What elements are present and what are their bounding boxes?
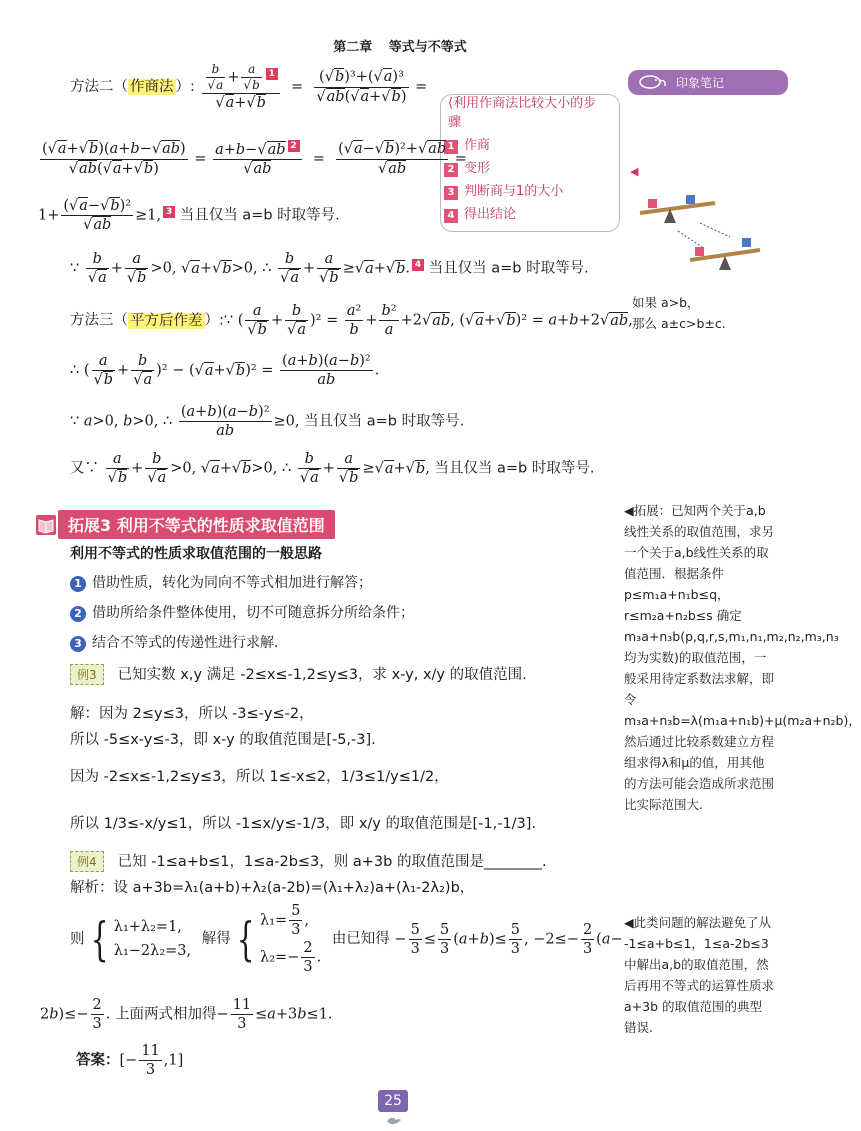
method2-line1: 方法二（ 作商法 ）: $\frac{b}{√a}$ + $\frac{a}{√b}$ 1 √a+√b = $\frac{\text{(√b)³+(√a)³}}{√ab(√a+√b)}$ =	[70, 62, 428, 111]
method2-line2: $\frac{(√a+√b)(a+b-√ab)}{√ab(√a+√b)}$ = $\frac{a+b-√ab 2}{√ab}$ = $\frac{\text{(√a−√b)²+√ab}}{√ab}$ =	[42, 141, 467, 177]
example3-sol2: 所以 -5≤x-y≤-3，即 x-y 的取值范围是[-5,-3].	[70, 732, 376, 748]
arrow-left-icon: ◀	[630, 165, 639, 178]
example3-question	[70, 663, 527, 685]
then-label: 则	[70, 931, 85, 948]
chapter-label: 第二章	[333, 40, 373, 55]
method3-line3: ∵ a>0, b>0, ∴ $\frac{\text{(a+b)(a−b)²}}{ab}$ ≥0, 当且仅当 a=b 时取等号.	[70, 404, 465, 440]
point-1-text: 借助性质，转化为同向不等式相加进行解答；	[92, 575, 372, 591]
example3-tag: 例3	[70, 664, 104, 685]
answer-label: 答案：	[76, 1052, 120, 1069]
step-title	[448, 92, 598, 130]
example4-sol1: 解析：设 a+3b=λ₁(a+b)+λ₂(a-2b)=(λ₁+λ₂)a+(λ₁-2λ₂)b，	[70, 880, 475, 896]
page-number: 25	[378, 1090, 408, 1112]
caption-line-1: 如果 a>b，	[632, 295, 700, 310]
step-2-label: 变形	[464, 161, 491, 176]
method3-name: 平方后作差	[130, 312, 203, 329]
step-3: 3 判断商与1的大小	[444, 180, 563, 200]
section-title: 利用不等式的性质求取值范围	[116, 516, 325, 535]
page-header	[0, 36, 800, 55]
method2-name: 作商法	[130, 79, 174, 96]
step-4-label: 得出结论	[464, 207, 517, 222]
section-heading	[36, 510, 335, 539]
step-3-label: 判断商与1的大小	[464, 184, 564, 199]
method2-prefix: 方法二（	[70, 79, 128, 96]
example4-system: 则 { λ₁+λ₂=1, λ₁−2λ₂=3, 解得 { λ₁= $\frac{5}{3}$ , λ₂=− $\frac{2}{3}$ . 由已知得 − $\frac{5}{3}$ ≤ $\frac{5}{3}$ (a+b)≤ $\frac{5}{3}$ , −2≤− $\frac{2}{3}$ (a−	[70, 903, 623, 976]
step-1-label: 作商	[464, 138, 491, 153]
example4-question	[70, 850, 547, 872]
example3-sol3: 因为 -2≤x≤-1,2≤y≤3，所以 1≤-x≤2，1/3≤1/y≤1/2，	[70, 769, 449, 785]
method2-suffix: ）:	[175, 79, 195, 96]
point-2-text: 借助所给条件整体使用，切不可随意拆分所给条件；	[92, 605, 414, 621]
example3-sol4: 所以 1/3≤-x/y≤1，所以 -1≤x/y≤-1/3，即 x/y 的取值范围是[-1,-1/3].	[70, 816, 537, 832]
step-title-text: 利用作商法比较大小的步骤	[448, 96, 597, 130]
chapter-title: 等式与不等式	[388, 40, 467, 55]
method2-line4: ∵ $\frac{b}{√a}$ + $\frac{a}{√b}$ >0, √a+√b>0, ∴ $\frac{b}{√a}$ + $\frac{a}{√b}$ ≥√a+√b. 4 当且仅当 a=b 时取等号.	[70, 251, 589, 287]
method2-line4-tail: 当且仅当 a=b 时取等号.	[428, 260, 589, 277]
point-2: 2 借助所给条件整体使用，切不可随意拆分所给条件；	[70, 602, 414, 622]
solve-label: 解得	[201, 931, 231, 948]
method3-suffix: ）:	[204, 312, 224, 329]
method3-line2: ∴ ( $\frac{a}{√b}$ + $\frac{b}{√a}$ )² − (√a+√b)² = $\frac{\text{(a+b)(a−b)²}}{ab}$ .	[70, 353, 380, 389]
point-3: 3 结合不等式的传递性进行求解.	[70, 632, 278, 652]
method2-line3-tail: 当且仅当 a=b 时取等号.	[179, 207, 340, 224]
caption-line-2: 那么 a±c>b±c.	[632, 316, 726, 331]
example4-answer: 答案：[− $\frac{11}{3}$ ,1]	[76, 1043, 184, 1079]
warning-note: ◀此类问题的解法避免了从 -1≤a+b≤1，1≤a-2b≤3 中解出a,b的取值范围，然后再用不等式的运算性质求 a+3b 的取值范围的典型错误.	[624, 915, 775, 1035]
balance-illustration	[630, 165, 780, 285]
section-tag: 拓展3	[68, 516, 112, 535]
example3-question-text: 已知实数 x,y 满足 -2≤x≤-1,2≤y≤3，求 x-y, x/y 的取值范围.	[117, 667, 527, 683]
method3-line4: 又∵ $\frac{a}{√b}$ + $\frac{b}{√a}$ >0, √a+√b>0, ∴ $\frac{b}{√a}$ + $\frac{a}{√b}$ ≥√a+√b, 当且仅当 a=b 时取等号.	[70, 451, 595, 487]
method3-line3-tail: 当且仅当 a=b 时取等号.	[304, 413, 465, 430]
method3-prefix: 方法三（	[70, 312, 128, 329]
bird-icon	[386, 1112, 402, 1131]
step-2: 2 变形	[444, 157, 490, 177]
notes-tag	[628, 70, 788, 92]
step-1: 1 作商	[444, 134, 490, 154]
expansion-note: ◀拓展：已知两个关于a,b线性关系的取值范围，求另一个关于a,b线性关系的取值范围．根据条件 p≤m₁a+n₁b≤q，r≤m₂a+n₂b≤s 确定m₃a+n₃b(p,q,r,s,m₁,n₁,m₂,n₂,m₃,n₃均为实数)的取值范围，一般采用待定系数法求解，即令 m₃a+n₃b=λ(m₁a+n₁b)+μ(m₂a+n₂b)，然后通过比较系数建立方程组求得λ和μ的值，用其他的方法可能会造成所求范围比实际范围大.	[624, 503, 861, 812]
example4-tag: 例4	[70, 851, 104, 872]
point-1: 1 借助性质，转化为同向不等式相加进行解答；	[70, 572, 372, 592]
method2-line3: 1+ $\frac{\text{(√a−√b)²}}{√ab}$ ≥1, 3 当且仅当 a=b 时取等号.	[38, 198, 340, 234]
balance-icon	[630, 165, 780, 285]
method3-line4-tail: 当且仅当 a=b 时取等号.	[434, 460, 595, 477]
bookmark-icon: ⟨	[448, 96, 454, 111]
elephant-icon	[638, 73, 668, 92]
from-label: 由已知得	[331, 931, 390, 948]
book-icon	[36, 515, 56, 535]
notes-label: 印象笔记	[676, 76, 725, 90]
balance-caption	[632, 292, 782, 334]
point-3-text: 结合不等式的传递性进行求解.	[92, 635, 279, 651]
step-4: 4 得出结论	[444, 203, 516, 223]
section-subtitle: 利用不等式的性质求取值范围的一般思路	[70, 546, 322, 562]
method3-line1: 方法三（ 平方后作差 ）:∵ ( $\frac{a}{√b}$ + $\frac{b}{√a}$ )² = $\frac{\text{a²}}{b}$ + $\frac{\text{b²}}{a}$ +2√ab, (√a+√b)² = a+b+2√ab,	[70, 303, 633, 339]
example4-question-text: 已知 -1≤a+b≤1，1≤a-2b≤3，则 a+3b 的取值范围是________.	[117, 854, 547, 870]
example3-sol1: 解：因为 2≤y≤3，所以 -3≤-y≤-2，	[70, 706, 314, 722]
example4-sum-line: 2b)≤− $\frac{2}{3}$ . 上面两式相加得− $\frac{11}{3}$ ≤a+3b≤1.	[40, 997, 333, 1033]
sum-label: 上面两式相加得	[114, 1006, 217, 1023]
